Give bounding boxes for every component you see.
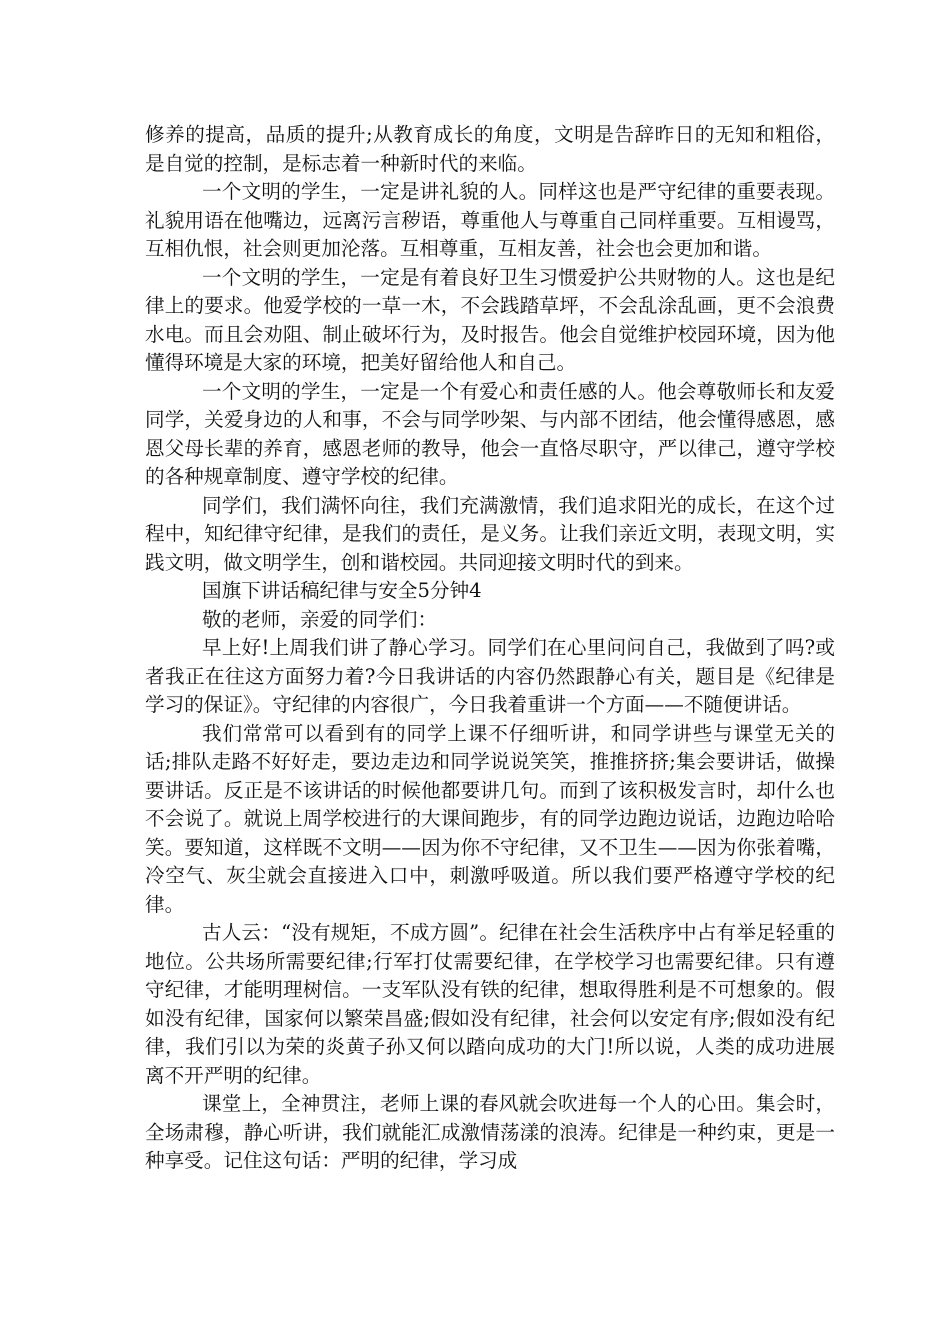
paragraph: 古人云：“没有规矩，不成方圆”。纪律在社会生活秩序中占有举足轻重的地位。公共场所需要纪律;行军打仗需要纪律，在学校学习也需要纪律。只有遵守纪律，才能明理树信。一支军队没有铁的纪律，想取得胜利是不可想象的。假如没有纪律，国家何以繁荣昌盛;假如没有纪律，社会何以安定有序;假如没有纪律，我们引以为荣的炎黄子孙又何以踏向成功的大门!所以说，人类的成功进展离不开严明的纪律。 [145, 921, 835, 1087]
paragraph: 修养的提高，品质的提升;从教育成长的角度，文明是告辞昨日的无知和粗俗，是自觉的控制，是标志着一种新时代的来临。 [145, 123, 835, 175]
paragraph: 课堂上，全神贯注，老师上课的春风就会吹进每一个人的心田。集会时，全场肃穆，静心听讲，我们就能汇成激情荡漾的浪涛。纪律是一种约束，更是一种享受。记住这句话：严明的纪律，学习成 [145, 1092, 835, 1172]
paragraph: 早上好!上周我们讲了静心学习。同学们在心里问问自己，我做到了吗?或者我正在往这方面努力着?今日我讲话的内容仍然跟静心有关，题目是《纪律是学习的保证》。守纪律的内容很广，今日我着重讲一个方面——不随便讲话。 [145, 636, 835, 716]
salutation: 敬的老师，亲爱的同学们： [202, 607, 438, 631]
document-body [145, 121, 835, 1176]
paragraph: 我们常常可以看到有的同学上课不仔细听讲，和同学讲些与课堂无关的话;排队走路不好好走，要边走边和同学说说笑笑，推推挤挤;集会要讲话，做操要讲话。反正是不该讲话的时候他都要讲几句。而到了该积极发言时，却什么也不会说了。就说上周学校进行的大课间跑步，有的同学边跑边说话，边跑边哈哈笑。要知道，这样既不文明——因为你不守纪律，又不卫生——因为你张着嘴，冷空气、灰尘就会直接进入口中，刺激呼吸道。所以我们要严格遵守学校的纪律。 [145, 721, 835, 916]
section-heading: 国旗下讲话稿纪律与安全5分钟4 [202, 579, 482, 602]
paragraph: 同学们，我们满怀向往，我们充满激情，我们追求阳光的成长，在这个过程中，知纪律守纪律，是我们的责任，是义务。让我们亲近文明，表现文明，实践文明，做文明学生，创和谐校园。共同迎接文明时代的到来。 [145, 493, 835, 574]
paragraph: 一个文明的学生，一定是讲礼貌的人。同样这也是严守纪律的重要表现。礼貌用语在他嘴边，远离污言秽语，尊重他人与尊重自己同样重要。互相谩骂，互相仇恨，社会则更加沦落。互相尊重，互相友善，社会也会更加和谐。 [145, 180, 835, 260]
paragraph: 一个文明的学生，一定是有着良好卫生习惯爱护公共财物的人。这也是纪律上的要求。他爱学校的一草一木，不会践踏草坪，不会乱涂乱画，更不会浪费水电。而且会劝阻、制止破坏行为，及时报告。他会自觉维护校园环境，因为他懂得环境是大家的环境，把美好留给他人和自己。 [145, 265, 835, 374]
paragraph: 一个文明的学生，一定是一个有爱心和责任感的人。他会尊敬师长和友爱同学，关爱身边的人和事，不会与同学吵架、与内部不团结，他会懂得感恩，感恩父母长辈的养育，感恩老师的教导，他会一直恪尽职守，严以律己，遵守学校的各种规章制度、遵守学校的纪律。 [145, 379, 835, 488]
